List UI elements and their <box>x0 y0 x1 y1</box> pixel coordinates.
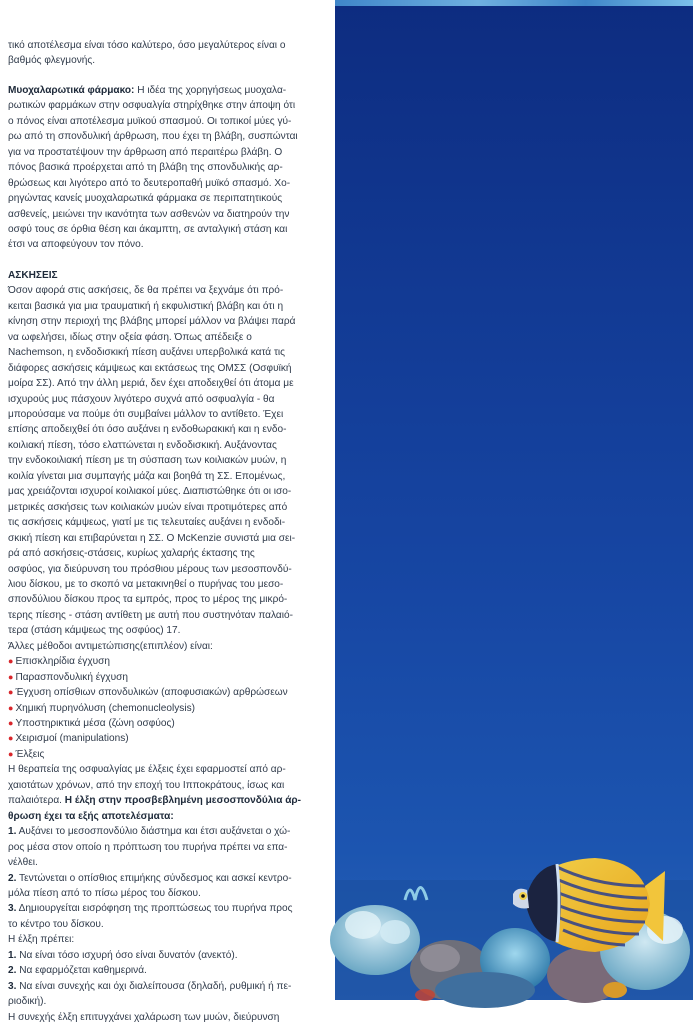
effect-item <box>8 824 325 839</box>
requirement-text: Να εφαρμόζεται καθημερινά. <box>19 965 147 977</box>
traction-line <box>8 793 325 808</box>
requirement-number: 1. <box>8 949 17 961</box>
effect-number: 2. <box>8 872 17 884</box>
effect-text: νέλθει. <box>8 857 38 869</box>
traction-line: χαιοτάτων χρόνων, από την εποχή του Ιπποκράτους, ίσως και <box>8 779 285 791</box>
bullet-icon: ● <box>8 671 14 682</box>
muscle-line: ασθενείς, μειώνει την ικανότητα των ασθενών να διατηρούν την <box>8 208 290 220</box>
effect-text: Δημιουργείται εισρόφηση της προπτώσεως του πυρήνα προς <box>18 903 293 915</box>
effect-item <box>8 871 325 886</box>
list-item <box>8 685 325 700</box>
requirement-number: 3. <box>8 980 17 992</box>
effect-text: Τεντώνεται ο οπίσθιος επιμήκης σύνδεσμος και ασκεί κεντρο- <box>19 872 292 884</box>
bullet-icon: ● <box>8 702 14 713</box>
muscle-relaxants-first-line: Η ιδέα της χορηγήσεως μυοχαλα- <box>137 84 287 96</box>
requirement-number: 2. <box>8 965 17 977</box>
list-item-text: Χειρισμοί (manipulations) <box>15 733 129 745</box>
traction-bold: Η έλξη στην προσβεβλημένη μεσοσπονδύλια άρ- <box>64 795 302 807</box>
muscle-relaxants-heading: Μυοχαλαρωτικά φάρμακο: <box>8 84 135 96</box>
list-item <box>8 747 325 762</box>
list-item-text: Έλξεις <box>15 748 45 760</box>
traction-bold: θρωση έχει τα εξής αποτελέσματα: <box>8 810 174 822</box>
effect-text: μόλα πίεση από το πίσω μέρος του δίσκου. <box>8 888 201 900</box>
effect-number: 1. <box>8 826 17 838</box>
bullet-icon: ● <box>8 748 14 759</box>
effect-text: Αυξάνει το μεσοσπονδύλιο διάστημα και έτσι αυξάνεται ο χώ- <box>18 826 291 838</box>
article-body <box>0 0 335 1025</box>
exercise-line: διάφορες ασκήσεις κάμψεως και εκτάσεως της ΟΜΣΣ (Οσφυϊκή <box>8 362 292 374</box>
exercise-line: μπορούσαμε να πούμε ότι συμβαίνει μάλλον το αντίθετο. Έχει <box>8 408 284 420</box>
list-item <box>8 670 325 685</box>
requirement-text: Να είναι τόσο ισχυρή όσο είναι δυνατόν (ανεκτό). <box>19 949 238 961</box>
bullet-icon: ● <box>8 656 14 667</box>
intro-line-2: βαθμός φλεγμονής. <box>8 55 96 67</box>
ocean-photo <box>335 0 693 1000</box>
muscle-line: ο πόνος είναι αποτέλεσμα μυϊκού σπασμού. Οι τοπικοί μύες γύ- <box>8 115 292 127</box>
list-item-text: Έγχυση οπίσθιων σπονδυλικών (αποφυσιακών) αρθρώσεων <box>15 687 288 699</box>
exercise-line: επίσης αποδειχθεί ότι όσο αυξάνει η ενδοθωρακική και η ενδο- <box>8 424 287 436</box>
exercise-line: μοίρα ΣΣ). Από την άλλη μεριά, δεν έχει αποδειχθεί ότι άτομα με <box>8 378 294 390</box>
exercise-line: ισχυρούς μυς πάσχουν λιγότερο συχνά από οσφυαλγία - θα <box>8 393 275 405</box>
exercise-line: τερα (στάση κάμψεως της οσφύος) 17. <box>8 625 181 637</box>
muscle-line: ρηγώντας κανείς μυοχαλαρωτικά φάρμακα σε περιπατητικούς <box>8 193 283 205</box>
requirement-text: ριοδική). <box>8 996 47 1008</box>
exercise-line: τερης πίεσης - στάση αντίθετη με αυτή που συστηνόταν παλαιό- <box>8 609 293 621</box>
exercise-line: κίνηση στην περιοχή της βλάβης μπορεί μάλλον να βλάψει παρά <box>8 316 296 328</box>
exercise-line: Όσον αφορά στις ασκήσεις, δε θα πρέπει να ξεχνάμε ότι πρό- <box>8 285 284 297</box>
requirements-label: Η έλξη πρέπει: <box>8 934 75 946</box>
list-item-text: Παρασπονδυλική έγχυση <box>15 671 128 683</box>
requirement-item <box>8 979 325 994</box>
exercises-heading: ΑΣΚΗΣΕΙΣ <box>8 269 58 281</box>
exercise-line: κοιλιακή πίεση, τόσο ελαττώνεται η ενδοδισκική. Αυξάνοντας <box>8 439 277 451</box>
exercise-line: μας χρειάζονται ισχυροί κοιλιακοί μύες. Διαπιστώθηκε ότι οι ισο- <box>8 486 292 498</box>
angelfish-image <box>495 846 665 966</box>
effect-text: το κέντρο του δίσκου. <box>8 918 104 930</box>
traction-lead: παλαιότερα. <box>8 795 62 807</box>
list-item <box>8 654 325 669</box>
requirement-item <box>8 963 325 978</box>
requirement-item <box>8 948 325 963</box>
exercise-line: τις ασκήσεις κάμψεως, γιατί με τις τελευταίες αυξάνει η ενδοδι- <box>8 517 286 529</box>
list-item <box>8 716 325 731</box>
effect-text: ρος μέσα στον οποίο η πρόπτωση του πυρήνα πρέπει να επα- <box>8 841 288 853</box>
exercise-line: ρά από ασκήσεις-στάσεις, κυρίως χαλαρής έκτασης της <box>8 548 255 560</box>
exercise-line: κειται βασικά για μια τραυματική ή εκφυλιστική βλάβη και ότι η <box>8 300 284 312</box>
bullet-icon: ● <box>8 733 14 744</box>
closing-line: Η συνεχής έλξη επιτυγχάνει χαλάρωση των μυών, διεύρυνση <box>8 1011 280 1023</box>
muscle-line: έτσι να αποφεύγουν τον πόνο. <box>8 239 144 251</box>
exercise-line: λιου δίσκου, με το σκοπό να μετακινηθεί ο πυρήνας του μεσο- <box>8 578 284 590</box>
list-item-text: Χημική πυρηνόλυση (chemonucleolysis) <box>15 702 195 714</box>
list-item-text: Υποστηρικτικά μέσα (ζώνη οσφύος) <box>15 718 175 730</box>
muscle-line: ρω από τη σπονδυλική άρθρωση, που έχει τη βλάβη, συσπώνται <box>8 131 298 143</box>
muscle-line: θρώσεως και λιγότερο από το δευτεροπαθή μυϊκό σπασμό. Χο- <box>8 177 291 189</box>
exercise-line: σκική πίεση και επιβαρύνεται η ΣΣ. Ο McKenzie συνιστά μια σει- <box>8 532 296 544</box>
exercise-line: οσφύος, για διεύρυνση του πρόσθιου μέρους των μεσοσπονδύ- <box>8 563 292 575</box>
muscle-line: οσφύ τους σε όρθια θέση και άκαμπτη, σε ανταλγική στάση και <box>8 223 288 235</box>
bullet-icon: ● <box>8 718 14 729</box>
exercise-line: Nachemson, η ενδοδισκική πίεση αυξάνει υπερβολικά κατά τις <box>8 347 286 359</box>
list-item <box>8 731 325 746</box>
intro-line-1: τικό αποτέλεσμα είναι τόσο καλύτερο, όσο μεγαλύτερος είναι ο <box>8 40 286 51</box>
photo-top-strip <box>335 0 693 6</box>
list-item-text: Επισκληρίδια έγχυση <box>15 656 111 668</box>
exercise-line: κοιλία γίνεται μια συμπαγής μάζα και βοηθά τη ΣΣ. Επομένως, <box>8 470 286 482</box>
traction-line: Η θεραπεία της οσφυαλγίας με έλξεις έχει εφαρμοστεί από αρ- <box>8 764 286 776</box>
exercise-line: την ενδοκοιλιακή πίεση με τη σύσπαση των κοιλιακών μυών, η <box>8 455 287 467</box>
muscle-relaxants-paragraph <box>8 83 325 98</box>
exercise-line: σπονδύλιου δίσκου προς τα εμπρός, προς το μέρος της μικρό- <box>8 594 288 606</box>
effect-number: 3. <box>8 903 17 915</box>
muscle-line: ρωτικών φαρμάκων στην οσφυαλγία στηρίχθηκε στην άποψη ότι <box>8 100 296 112</box>
article-column <box>0 0 335 1023</box>
requirement-text: Να είναι συνεχής και όχι διαλείπουσα (δηλαδή, ρυθμική ή πε- <box>19 980 292 992</box>
effect-item <box>8 901 325 916</box>
exercise-line: μετρικές ασκήσεις των κοιλιακών μυών είναι προτιμότερες από <box>8 501 288 513</box>
exercise-line: να ωφελήσει, ιδίως στην οξεία φάση. Όπως απέδειξε ο <box>8 331 252 343</box>
bullet-icon: ● <box>8 687 14 698</box>
list-item <box>8 701 325 716</box>
muscle-line: πόνος βασικά προέρχεται από τη βλάβη της σπονδυλικής αρ- <box>8 162 283 174</box>
exercise-line: Άλλες μέθοδοι αντιμετώπισης(επιπλέον) είναι: <box>8 640 213 652</box>
muscle-line: για να προστατέψουν την άρθρωση από περαιτέρω βλάβη. Ο <box>8 146 283 158</box>
